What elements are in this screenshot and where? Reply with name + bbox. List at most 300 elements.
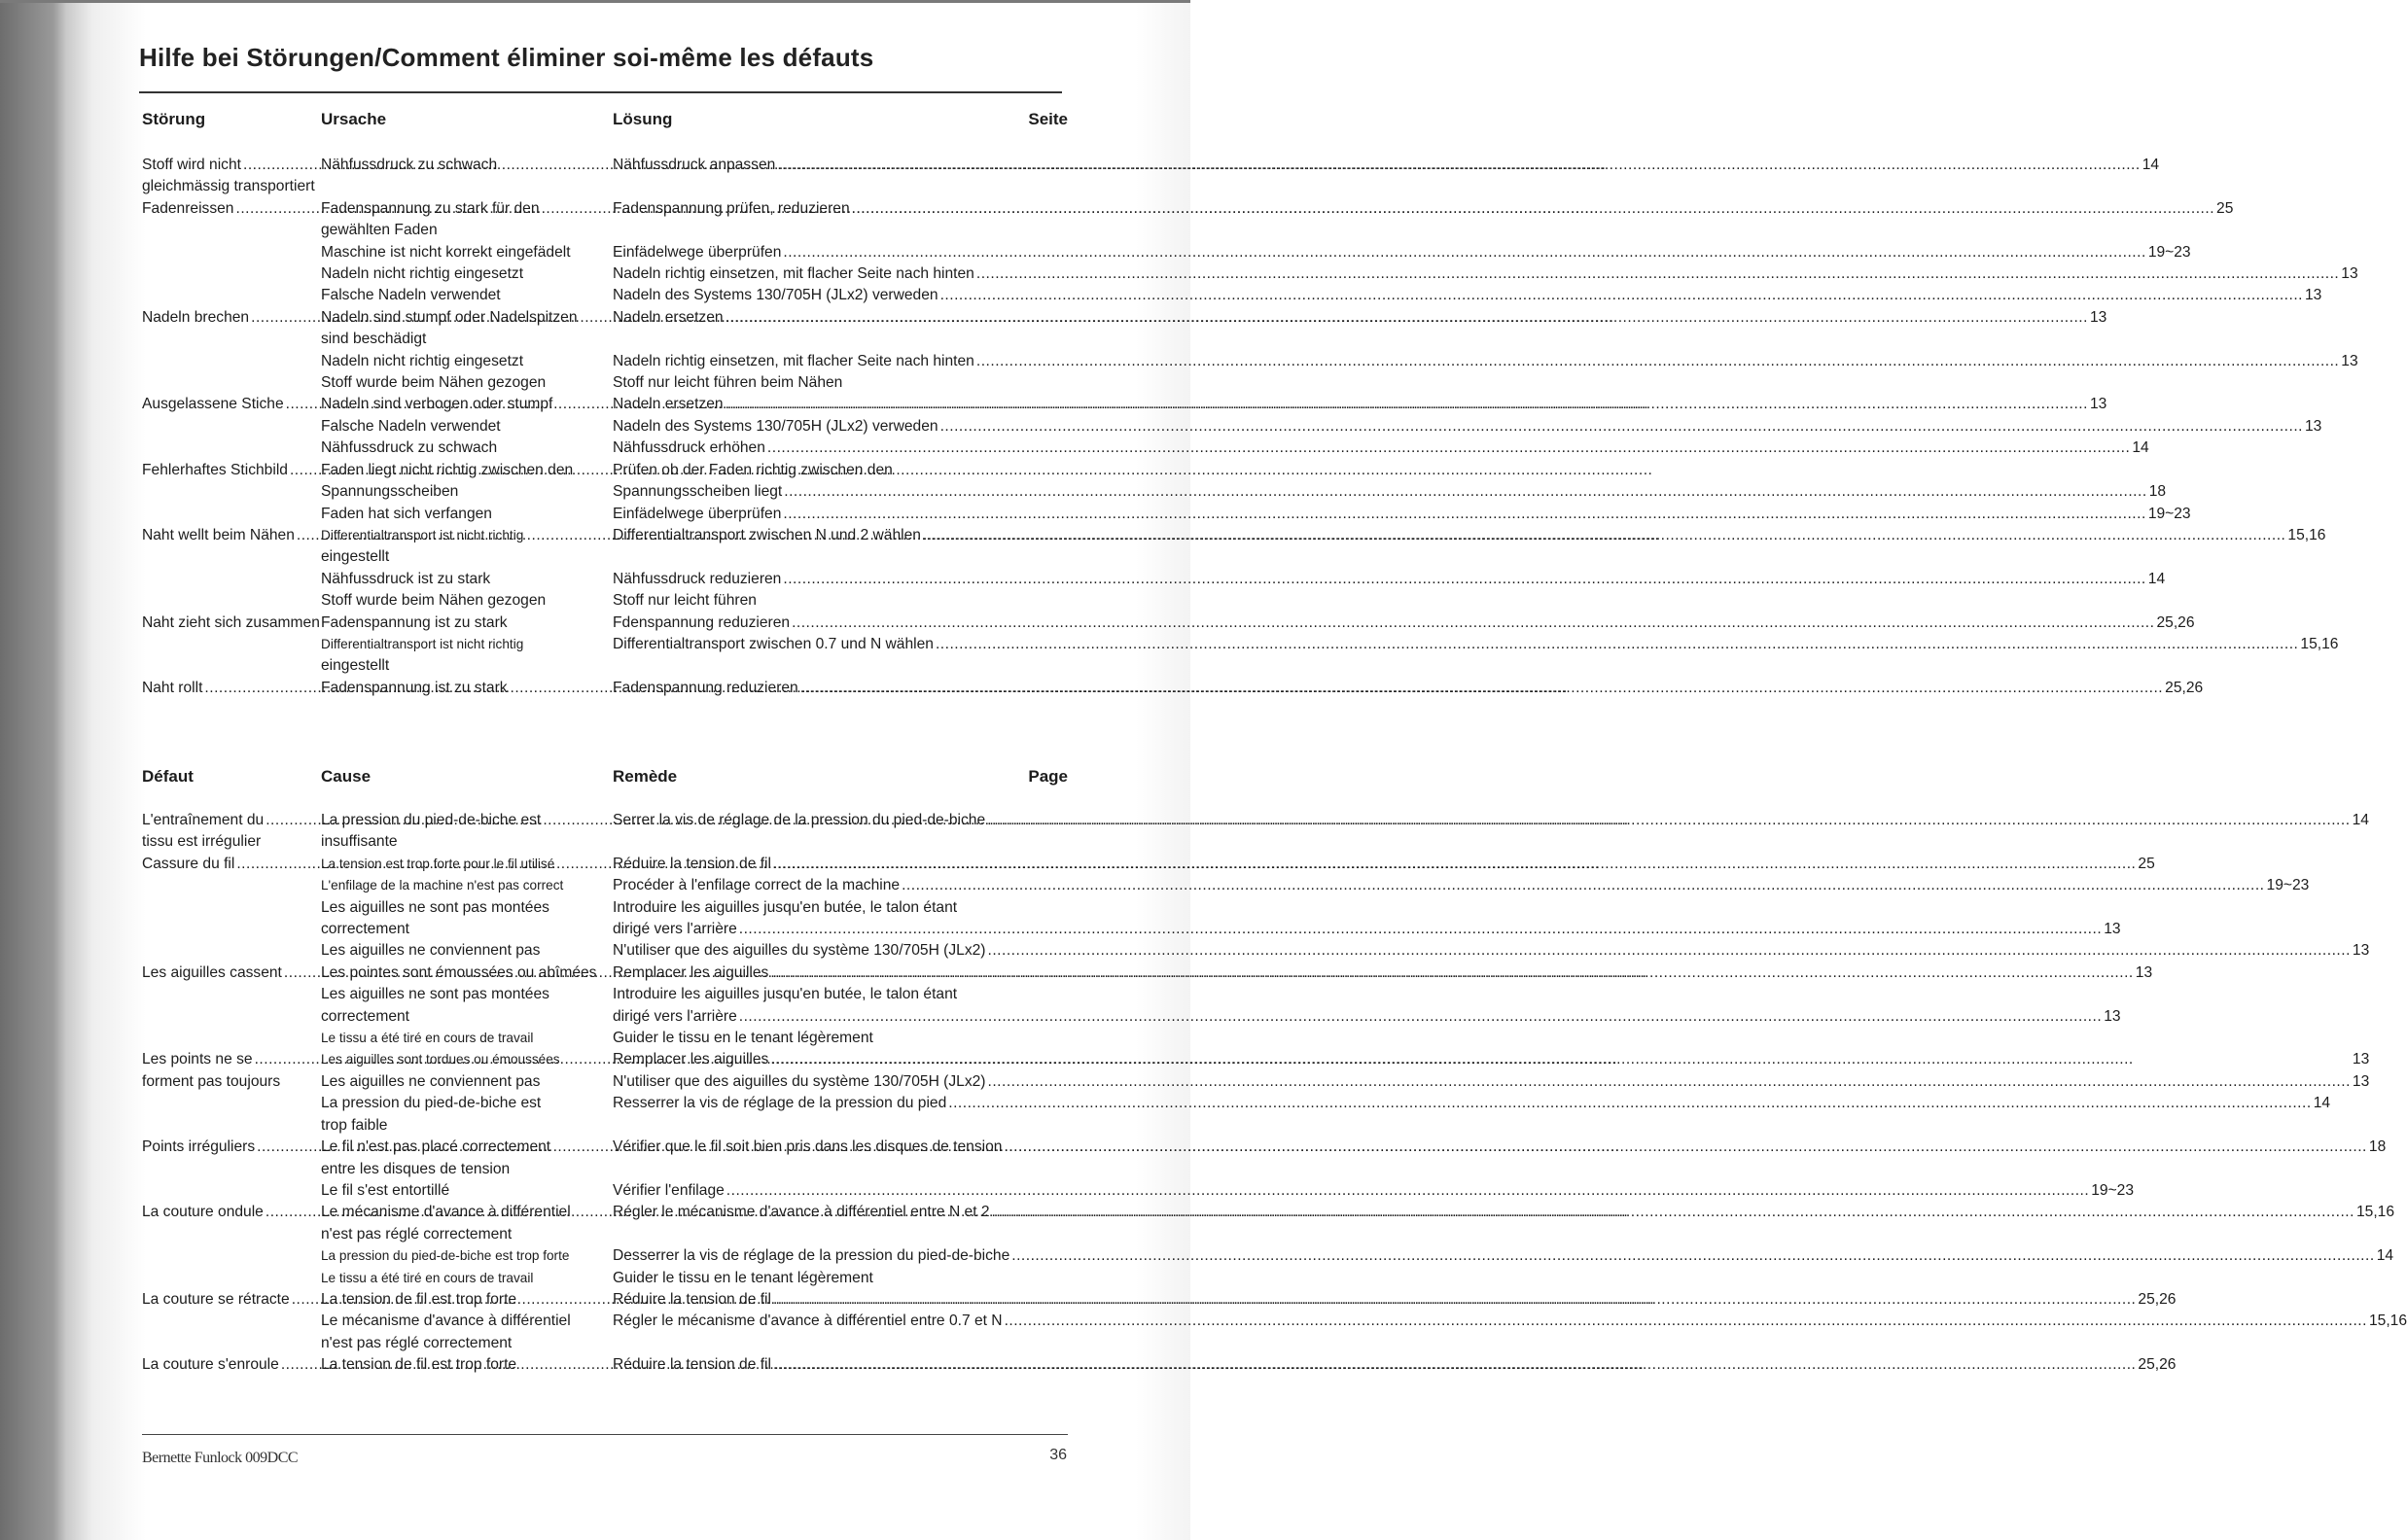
solution <box>613 285 2321 306</box>
page-reference: 13 <box>2135 963 2153 981</box>
symptom <box>142 612 321 634</box>
leader-dots <box>902 875 2264 896</box>
page-reference: 25,26 <box>2138 1290 2177 1308</box>
symptom <box>142 678 321 699</box>
table-row <box>142 198 2234 242</box>
table-row <box>142 460 2167 504</box>
symptom <box>142 263 321 285</box>
symptom <box>142 897 321 941</box>
cause-line <box>321 1224 613 1245</box>
page-reference: 14 <box>2147 570 2166 587</box>
symptom-line <box>142 155 321 176</box>
symptom-line <box>142 919 321 940</box>
solution <box>613 1180 2134 1202</box>
solution <box>613 854 2155 875</box>
cause-text: Le mécanisme d'avance à différentiel <box>321 1204 571 1221</box>
solution-line <box>613 678 2203 699</box>
page-reference: 18 <box>2148 483 2167 501</box>
leader-dots <box>784 481 2146 503</box>
symptom-line <box>142 220 321 241</box>
cause-text: correctement <box>321 1007 409 1025</box>
solution-text: Réduire la tension de fil <box>613 855 771 872</box>
symptom <box>142 525 321 569</box>
symptom-line <box>142 810 321 831</box>
solution-line <box>613 919 2121 940</box>
cause-line <box>321 831 613 853</box>
solution-line <box>613 590 1068 612</box>
cause-text: La pression du pied-de-biche est trop forte <box>321 1248 570 1264</box>
leader-dots <box>739 919 2102 940</box>
cause-text: Falsche Nadeln verwendet <box>321 287 501 304</box>
table-row <box>142 438 2149 459</box>
cause-text: entre les disques de tension <box>321 1160 511 1177</box>
symptom <box>142 1137 321 1180</box>
cause-line <box>321 1289 613 1311</box>
leader-dots <box>1011 1245 2374 1267</box>
symptom-text: La couture se rétracte <box>142 1290 290 1308</box>
cause-line <box>321 460 613 481</box>
solution-line <box>613 504 2191 525</box>
cause-line <box>321 504 613 525</box>
cause <box>321 984 613 1028</box>
cause-line <box>321 1137 613 1158</box>
solution <box>613 678 2203 699</box>
symptom-line <box>142 546 321 568</box>
leader-dots <box>1004 1137 2366 1158</box>
page-reference: 13 <box>2305 417 2322 435</box>
cause-text: Nadeln nicht richtig eingesetzt <box>321 265 524 283</box>
title-rule <box>139 91 1062 93</box>
page-reference: 25,26 <box>2165 679 2204 696</box>
solution <box>613 810 2369 854</box>
table-row <box>142 1137 2387 1180</box>
solution-text: Guider le tissu en le tenant légèrement <box>613 1269 873 1286</box>
cause <box>321 875 613 896</box>
solution <box>613 1049 2369 1093</box>
solution-line <box>613 634 2338 655</box>
cause-text: Fadenspannung ist zu stark <box>321 613 508 631</box>
cause-text: Les aiguilles ne conviennent pas <box>321 942 541 960</box>
table-row <box>142 1180 2135 1202</box>
cause-line <box>321 176 613 197</box>
table-row <box>142 962 2153 984</box>
page-title: Hilfe bei Störungen/Comment éliminer soi-même les défauts <box>139 43 874 72</box>
leader-dots <box>852 198 2214 220</box>
solution-line <box>613 1137 2386 1158</box>
cause-text: Differentialtransport ist nicht richtig <box>321 636 524 651</box>
symptom <box>142 962 321 984</box>
table-row <box>142 1093 2331 1137</box>
cause-text: sind beschädigt <box>321 331 427 348</box>
symptom-line <box>142 1245 321 1267</box>
solution <box>613 940 2369 962</box>
header-solution: Remède <box>613 767 678 786</box>
table-row <box>142 940 2370 962</box>
solution-text: dirigé vers l'arrière <box>613 921 737 938</box>
leader-dots <box>1005 1311 2367 1332</box>
cause-text: Le tissu a été tiré en cours de travail <box>321 1031 534 1046</box>
symptom-line <box>142 678 321 699</box>
symptom-text: La couture ondule <box>142 1204 264 1221</box>
symptom <box>142 285 321 306</box>
solution-text: Nadeln ersetzen <box>613 308 724 326</box>
cause-line <box>321 198 613 220</box>
symptom <box>142 1268 321 1289</box>
leader-dots <box>992 1202 2354 1223</box>
symptom-line <box>142 1115 321 1137</box>
solution-text: Nadeln richtig einsetzen, mit flacher Seite nach hinten <box>613 352 974 369</box>
leader-dots <box>726 307 2088 329</box>
solution-line <box>613 1093 2330 1114</box>
troubleshooting-table-german <box>142 110 2358 699</box>
symptom <box>142 1289 321 1311</box>
solution <box>613 1311 2407 1354</box>
symptom-text: gleichmässig transportiert <box>142 178 315 195</box>
solution <box>613 416 2321 438</box>
symptom <box>142 155 321 198</box>
table-body <box>142 155 2358 699</box>
scan-top-edge <box>0 0 1190 3</box>
cause-text: Nadeln sind verbogen oder stumpf <box>321 396 553 413</box>
page-reference: 13 <box>2352 1051 2370 1068</box>
solution-text: Nadeln richtig einsetzen, mit flacher Seite nach hinten <box>613 265 974 283</box>
header-symptom: Störung <box>142 110 206 128</box>
cause-line <box>321 1333 613 1354</box>
symptom-line <box>142 1202 321 1223</box>
cause <box>321 634 613 678</box>
page-reference: 25 <box>2138 855 2155 872</box>
symptom-text: L'entraînement du <box>142 812 265 828</box>
cause-line <box>321 1028 613 1049</box>
solution-text: N'utiliser que des aiguilles du système 130/705H (JLx2) <box>613 942 986 960</box>
solution-text: Fadenspannung prüfen, reduzieren <box>613 199 850 217</box>
symptom-line <box>142 1137 321 1158</box>
leader-dots <box>777 155 2140 176</box>
solution-text: Nadeln des Systems 130/705H (JLx2) verweden <box>613 287 938 304</box>
symptom-line <box>142 351 321 372</box>
solution-text: dirigé vers l'arrière <box>613 1007 737 1025</box>
solution-line <box>613 1071 2369 1093</box>
cause-line <box>321 242 613 263</box>
solution-text: Introduire les aiguilles jusqu'en butée, le talon étant <box>613 898 958 916</box>
cause-text: gewählten Faden <box>321 222 438 239</box>
cause-text: Nadeln nicht richtig eingesetzt <box>321 352 524 369</box>
cause <box>321 962 613 984</box>
symptom <box>142 1180 321 1202</box>
page-reference: 13 <box>2341 352 2358 369</box>
symptom-line <box>142 1224 321 1245</box>
cause-line <box>321 1071 613 1093</box>
solution <box>613 525 2325 569</box>
solution <box>613 634 2338 678</box>
symptom-line <box>142 984 321 1005</box>
solution-text: Régler le mécanisme d'avance à différentiel entre N et 2 <box>613 1204 990 1221</box>
solution-line <box>613 1289 2176 1311</box>
leader-dots <box>783 504 2145 525</box>
symptom <box>142 307 321 351</box>
solution <box>613 504 2191 525</box>
symptom-line <box>142 525 321 546</box>
solution-line <box>613 1049 2369 1070</box>
symptom <box>142 460 321 504</box>
page-reference: 19~23 <box>2147 243 2191 261</box>
cause-text: Faden hat sich verfangen <box>321 505 492 522</box>
cause <box>321 416 613 438</box>
cause-line <box>321 1245 613 1267</box>
solution-text: Nähfussdruck anpassen <box>613 157 776 173</box>
symptom-text: Naht rollt <box>142 679 203 696</box>
solution-text: Differentialtransport zwischen 0.7 und N wählen <box>613 635 934 652</box>
solution-line <box>613 481 2166 503</box>
leader-dots <box>770 1049 2351 1070</box>
symptom-line <box>142 416 321 438</box>
cause <box>321 242 613 263</box>
symptom-line <box>142 394 321 415</box>
solution-text: Introduire les aiguilles jusqu'en butée, le talon étant <box>613 986 958 1003</box>
leader-dots <box>792 612 2154 634</box>
solution-line <box>613 525 2325 546</box>
symptom <box>142 875 321 896</box>
cause-text: eingestellt <box>321 548 390 566</box>
cause-line <box>321 897 613 919</box>
cause <box>321 1093 613 1137</box>
symptom-text: Ausgelassene Stiche <box>142 396 284 413</box>
cause-text: L'enfilage de la machine n'est pas correct <box>321 878 564 893</box>
table-row <box>142 394 2107 415</box>
cause-line <box>321 155 613 176</box>
table-row <box>142 875 2310 896</box>
header-cause: Cause <box>321 767 372 786</box>
page-reference: 25 <box>2216 199 2234 217</box>
table-row <box>142 984 2121 1028</box>
cause-text: Les aiguilles ne conviennent pas <box>321 1072 541 1090</box>
cause-line <box>321 919 613 940</box>
cause <box>321 394 613 415</box>
solution-line <box>613 854 2155 875</box>
symptom-text: Points irréguliers <box>142 1138 256 1156</box>
cause <box>321 1245 613 1267</box>
symptom <box>142 1245 321 1267</box>
page-reference: 14 <box>2313 1095 2331 1112</box>
leader-dots <box>783 242 2145 263</box>
cause-text: La tension est trop forte pour le fil utilisé <box>321 856 555 871</box>
header-symptom: Défaut <box>142 767 194 786</box>
solution-text: Prüfen ob der Faden richtig zwischen den <box>613 461 893 478</box>
cause <box>321 351 613 372</box>
cause-text: La tension de fil est trop forte <box>321 1356 517 1374</box>
leader-dots <box>726 1180 2089 1202</box>
table-row <box>142 285 2322 306</box>
solution-line <box>613 1268 1068 1289</box>
solution-line <box>613 984 2121 1005</box>
cause-text: Nähfussdruck ist zu stark <box>321 570 491 587</box>
solution <box>613 875 2309 896</box>
cause <box>321 810 613 854</box>
cause-text: Fadenspannung ist zu stark <box>321 679 508 696</box>
page-reference: 14 <box>2132 439 2149 457</box>
cause-text: Fadenspannung zu stark für den <box>321 199 540 217</box>
table-row <box>142 612 2195 634</box>
leader-dots <box>783 569 2145 590</box>
symptom-line <box>142 590 321 612</box>
symptom-text: tissu est irrégulier <box>142 833 262 851</box>
table-row <box>142 1245 2394 1267</box>
cause <box>321 307 613 351</box>
cause-line <box>321 1180 613 1202</box>
symptom-line <box>142 569 321 590</box>
solution <box>613 1028 1068 1049</box>
page-reference: 25,26 <box>2156 613 2195 631</box>
solution-line <box>613 1180 2134 1202</box>
solution-line <box>613 612 2195 634</box>
cause <box>321 1354 613 1376</box>
page-reference: 15,16 <box>2300 635 2339 652</box>
symptom-text: Stoff wird nicht <box>142 157 241 173</box>
solution <box>613 1202 2394 1245</box>
cause <box>321 1289 613 1311</box>
page-reference: 25,26 <box>2138 1356 2177 1374</box>
cause-line <box>321 678 613 699</box>
cause-line <box>321 546 613 568</box>
cause-line <box>321 1268 613 1289</box>
symptom-line <box>142 1049 321 1070</box>
table-row <box>142 416 2322 438</box>
troubleshooting-table-french <box>142 767 2407 1377</box>
solution-line <box>613 351 2358 372</box>
cause <box>321 897 613 941</box>
symptom-line <box>142 504 321 525</box>
solution-line <box>613 1006 2121 1028</box>
symptom-line <box>142 438 321 459</box>
cause <box>321 678 613 699</box>
leader-dots <box>976 351 2339 372</box>
cause-line <box>321 329 613 350</box>
leader-dots <box>726 394 2088 415</box>
symptom-line <box>142 875 321 896</box>
cause-text: Le fil n'est pas placé correctement <box>321 1138 551 1156</box>
solution-text: Procéder à l'enfilage correct de la machine <box>613 877 901 894</box>
solution-text: Fadenspannung reduzieren <box>613 679 798 696</box>
cause-line <box>321 854 613 875</box>
cause-line <box>321 438 613 459</box>
page-reference: 19~23 <box>2147 505 2191 522</box>
solution <box>613 1354 2176 1376</box>
solution <box>613 984 2121 1028</box>
symptom-line <box>142 481 321 503</box>
solution-text: Nadeln des Systems 130/705H (JLx2) verweden <box>613 417 938 435</box>
cause-text: La pression du pied-de-biche est <box>321 1095 542 1112</box>
symptom-line <box>142 307 321 329</box>
symptom-line <box>142 285 321 306</box>
page-reference: 13 <box>2305 287 2322 304</box>
leader-dots <box>987 810 2350 831</box>
symptom <box>142 634 321 678</box>
cause-line <box>321 1049 613 1070</box>
cause <box>321 569 613 590</box>
cause-text: Nähfussdruck zu schwach <box>321 157 498 173</box>
symptom-line <box>142 176 321 197</box>
cause <box>321 438 613 459</box>
table-row <box>142 1268 1068 1289</box>
cause-line <box>321 984 613 1005</box>
cause <box>321 1180 613 1202</box>
symptom-line <box>142 1159 321 1180</box>
cause <box>321 460 613 504</box>
page-reference: 15,16 <box>2355 1204 2394 1221</box>
footer-rule <box>142 1434 1068 1435</box>
cause <box>321 590 613 612</box>
symptom <box>142 1311 321 1354</box>
symptom-line <box>142 198 321 220</box>
solution-text: Nadeln ersetzen <box>613 396 724 413</box>
cause-line <box>321 307 613 329</box>
cause-line <box>321 1093 613 1114</box>
symptom-line <box>142 940 321 962</box>
symptom-text: forment pas toujours <box>142 1072 281 1090</box>
cause-line <box>321 525 613 546</box>
solution <box>613 897 2121 941</box>
symptom-line <box>142 655 321 677</box>
cause-line <box>321 569 613 590</box>
solution-text: Nähfussdruck reduzieren <box>613 570 782 587</box>
symptom <box>142 590 321 612</box>
solution <box>613 1093 2330 1137</box>
cause-text: La pression du pied-de-biche est <box>321 812 542 828</box>
solution <box>613 1137 2386 1180</box>
symptom <box>142 1354 321 1376</box>
page-reference: 13 <box>2352 942 2370 960</box>
solution <box>613 155 2159 198</box>
cause-line <box>321 612 613 634</box>
leader-dots <box>767 438 2130 459</box>
solution-line <box>613 460 2166 481</box>
table-row <box>142 854 2155 875</box>
cause-line <box>321 940 613 962</box>
cause <box>321 198 613 242</box>
symptom <box>142 372 321 394</box>
symptom <box>142 1028 321 1049</box>
solution-text: Guider le tissu en le tenant légèrement <box>613 1030 873 1047</box>
solution-text: Serrer la vis de réglage de la pression du pied-de-biche <box>613 812 986 828</box>
symptom-line <box>142 897 321 919</box>
symptom-line <box>142 1006 321 1028</box>
cause <box>321 940 613 962</box>
solution-text: Spannungsscheiben liegt <box>613 483 783 501</box>
cause <box>321 263 613 285</box>
cause-line <box>321 1354 613 1376</box>
cause <box>321 1311 613 1354</box>
leader-dots <box>936 634 2298 655</box>
page-binding-shadow <box>0 0 156 1540</box>
solution-line <box>613 810 2369 831</box>
symptom-line <box>142 962 321 984</box>
leader-dots <box>976 263 2339 285</box>
symptom-line <box>142 1354 321 1376</box>
cause <box>321 1268 613 1289</box>
leader-dots <box>773 854 2136 875</box>
solution-line <box>613 940 2369 962</box>
solution <box>613 612 2195 634</box>
cause-text: insuffisante <box>321 833 398 851</box>
leader-dots <box>988 940 2351 962</box>
symptom <box>142 1049 321 1093</box>
solution-line <box>613 242 2191 263</box>
solution-line <box>613 263 2358 285</box>
table-row <box>142 1028 1068 1049</box>
cause-line <box>321 655 613 677</box>
cause <box>321 285 613 306</box>
cause-line <box>321 1006 613 1028</box>
